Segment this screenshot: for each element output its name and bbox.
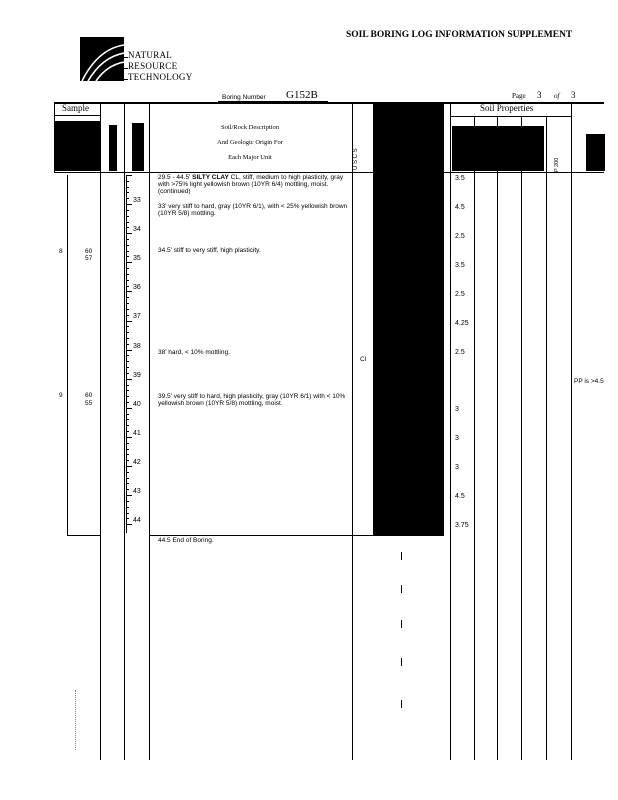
depth-tick <box>126 251 129 252</box>
sample-recovery-b: 55 <box>85 400 93 407</box>
description-header <box>150 120 350 165</box>
depth-tick <box>126 286 129 287</box>
depth-tick <box>126 402 129 403</box>
depth-tick <box>126 454 129 455</box>
uscs-header: U S C S <box>353 148 359 170</box>
penetrometer-value: 3 <box>455 464 459 471</box>
depth-tick <box>126 466 132 467</box>
depth-tick <box>126 239 129 240</box>
depth-tick <box>126 385 129 386</box>
depth-tick <box>126 297 129 298</box>
depth-tick <box>126 309 129 310</box>
sample-number: 8 <box>59 248 63 255</box>
depth-tick <box>126 489 129 490</box>
depth-label: 40 <box>133 400 141 408</box>
depth-tick <box>126 390 129 391</box>
penetrometer-value: 3.5 <box>455 262 465 269</box>
boring-number-label: Boring Number <box>222 94 266 101</box>
depth-tick <box>126 233 132 234</box>
soil-properties-header-block <box>452 126 544 171</box>
depth-tick <box>126 256 129 257</box>
unit-depth: 29.5 - 44.5' <box>158 174 191 181</box>
p200-header: P 200 <box>554 157 560 172</box>
depth-tick <box>126 350 132 351</box>
depth-tick <box>126 321 132 322</box>
depth-tick <box>126 192 129 193</box>
penetrometer-value: 3 <box>455 435 459 442</box>
sample-header-block <box>55 121 100 171</box>
description-end: 44.5 End of Boring. <box>158 537 214 544</box>
penetrometer-value: 4.5 <box>455 493 465 500</box>
sample-number: 9 <box>59 392 63 399</box>
depth-tick <box>126 198 129 199</box>
uscs-code: Cl <box>360 356 367 363</box>
depth-label: 41 <box>133 429 141 437</box>
depth-axis <box>126 175 127 533</box>
depth-tick <box>126 326 129 327</box>
depth-tick <box>126 501 129 502</box>
depth-tick <box>126 513 129 514</box>
unit-name: SILTY CLAY <box>192 174 229 181</box>
description-header-line: Soil/Rock Description <box>221 124 279 131</box>
depth-tick <box>126 483 129 484</box>
scan-mark <box>75 690 77 750</box>
depth-tick <box>126 280 129 281</box>
depth-label: 33 <box>133 197 141 204</box>
depth-tick <box>126 472 129 473</box>
penetrometer-value: 4.5 <box>455 204 465 211</box>
depth-tick <box>126 478 129 479</box>
description-unit <box>158 174 348 195</box>
page-current: 3 <box>537 90 542 100</box>
depth-label: 34 <box>133 226 141 234</box>
depth-tick <box>126 222 129 223</box>
logo-text <box>128 50 193 83</box>
property-mark <box>401 700 402 708</box>
depth-tick <box>126 268 129 269</box>
sample-interval-line <box>67 175 68 535</box>
depth-label: 36 <box>133 284 141 292</box>
depth-tick <box>126 210 129 211</box>
depth-tick <box>126 437 132 438</box>
remark: PP is >4.5 <box>574 378 604 385</box>
depth-tick <box>126 332 129 333</box>
page-title: SOIL BORING LOG INFORMATION SUPPLEMENT <box>346 30 573 40</box>
description-33: 33' very stiff to hard, gray (10YR 6/1), with < 25% yellowish brown (10YR 5/8) mottling. <box>158 203 348 217</box>
depth-tick <box>126 361 129 362</box>
depth-tick <box>126 245 129 246</box>
property-mark <box>497 284 498 292</box>
depth-tick <box>126 373 129 374</box>
depth-tick <box>126 460 129 461</box>
depth-tick <box>126 408 132 409</box>
depth-tick <box>126 367 129 368</box>
header-block <box>132 123 144 171</box>
depth-label: 43 <box>133 488 141 495</box>
depth-tick <box>126 414 129 415</box>
depth-label: 42 <box>133 458 141 466</box>
property-mark <box>497 560 498 568</box>
property-mark <box>497 522 498 530</box>
property-mark <box>497 178 498 186</box>
graphic-log-column <box>374 104 444 536</box>
depth-tick <box>126 379 132 380</box>
unit-description: CL, stiff, medium to high plasticity, gray with >75% light yellowish brown (10YR 6/4) mottling, moist. (continued) <box>158 174 344 195</box>
logo-line-2: RESOURCE <box>128 61 178 71</box>
depth-label: 37 <box>133 313 141 321</box>
description-38: 38' hard, < 10% mottling. <box>158 349 230 356</box>
property-mark <box>401 585 402 593</box>
penetrometer-value: 2.5 <box>455 291 465 298</box>
depth-tick <box>126 175 132 176</box>
property-mark <box>401 658 402 666</box>
property-mark <box>497 370 498 378</box>
depth-tick <box>126 507 129 508</box>
depth-tick <box>126 303 129 304</box>
boring-number: G152B <box>286 89 318 101</box>
depth-tick <box>126 355 129 356</box>
description-39-5: 39.5' very stiff to hard, high plasticity, gray (10YR 6/1) with < 10% yellowish brown (10YR 5/8) mottling, moist. <box>158 393 346 407</box>
sample-recovery-a: 60 <box>85 248 93 255</box>
page-label: Page <box>512 92 526 100</box>
logo-line-3: TECHNOLOGY <box>128 72 193 82</box>
depth-tick <box>126 338 129 339</box>
depth-tick <box>126 524 132 525</box>
remarks-header-block <box>586 134 605 171</box>
depth-label: 39 <box>133 371 141 379</box>
depth-tick <box>126 443 129 444</box>
penetrometer-value: 3.75 <box>455 522 469 529</box>
depth-tick <box>126 216 129 217</box>
depth-tick <box>126 344 129 345</box>
logo-mark <box>80 37 124 81</box>
depth-tick <box>126 425 129 426</box>
depth-tick <box>126 431 129 432</box>
depth-tick <box>126 181 129 182</box>
depth-tick <box>126 315 129 316</box>
depth-label: 38 <box>133 342 141 350</box>
sample-header: Sample <box>62 103 89 113</box>
depth-label: 44 <box>133 517 141 525</box>
description-34-5: 34.5' stiff to very stiff, high plasticity. <box>158 247 261 254</box>
page-total: 3 <box>571 90 576 100</box>
property-mark <box>497 330 498 338</box>
property-mark <box>497 432 498 440</box>
depth-tick <box>126 262 132 263</box>
depth-tick <box>126 274 129 275</box>
soil-properties-header: Soil Properties <box>480 103 534 113</box>
depth-tick <box>126 204 132 205</box>
depth-tick <box>126 187 129 188</box>
depth-tick <box>126 449 129 450</box>
depth-tick <box>126 518 129 519</box>
depth-label: 35 <box>133 255 141 263</box>
depth-tick <box>126 419 129 420</box>
depth-tick <box>126 396 129 397</box>
end-of-boring-line <box>149 535 374 536</box>
penetrometer-value: 2.5 <box>455 233 465 240</box>
sample-recovery-b: 57 <box>85 255 93 262</box>
penetrometer-value: 3.5 <box>455 175 465 182</box>
penetrometer-value: 2.5 <box>455 349 465 356</box>
penetrometer-value: 4.25 <box>455 320 469 327</box>
page-of: of <box>554 92 560 100</box>
logo-line-1: NATURAL <box>128 50 173 60</box>
depth-tick <box>126 227 129 228</box>
sample-recovery-a: 60 <box>85 392 93 399</box>
depth-tick <box>126 291 132 292</box>
property-mark <box>497 248 498 256</box>
property-mark <box>401 620 402 628</box>
property-mark <box>401 552 402 560</box>
penetrometer-value: 3 <box>455 406 459 413</box>
description-header-line: Each Major Unit <box>228 154 272 161</box>
header-block <box>109 125 117 171</box>
depth-tick <box>126 495 132 496</box>
description-header-line: And Geologic Origin For <box>217 139 283 146</box>
